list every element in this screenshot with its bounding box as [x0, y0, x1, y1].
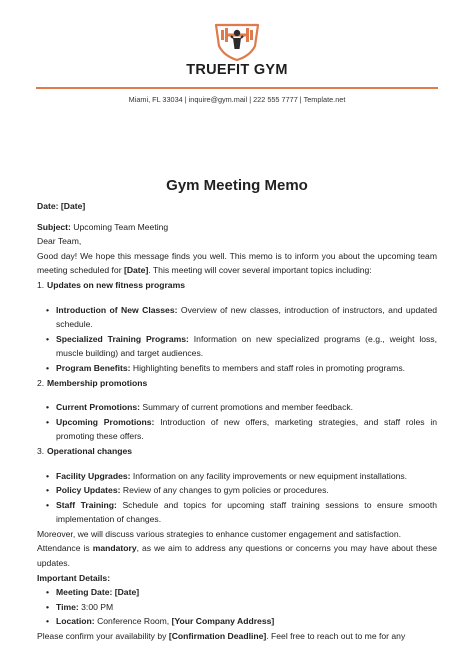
list-item: • Program Benefits: Highlighting benefits to members and staff roles in promoting programs.: [46, 362, 406, 373]
intro-paragraph: Good day! We hope this message finds you well. This memo is to inform you about the upcoming team meeting scheduled for [Date]. This meeting will cover several important topics including:: [37, 250, 437, 276]
list-item: • Staff Training: Schedule and topics for upcoming staff training sessions to ensure smooth implementation of changes.: [46, 499, 437, 525]
detail-item: • Time: 3:00 PM: [46, 601, 114, 612]
list-item: • Facility Upgrades: Information on any facility improvements or new equipment installations.: [46, 470, 408, 481]
list-item: • Policy Updates: Review of any changes to gym policies or procedures.: [46, 485, 329, 496]
list-item: • Upcoming Promotions: Introduction of new offers, marketing strategies, and staff roles in promoting these offers.: [46, 416, 438, 442]
closing-paragraph: Please confirm your availability by [Confirmation Deadline]. Feel free to reach out to me for any: [37, 631, 406, 642]
memo-body: [37, 199, 437, 644]
memo-title: Gym Meeting Memo: [166, 177, 308, 194]
details-heading: Important Details:: [37, 572, 111, 583]
list-item: • Introduction of New Classes: Overview of new classes, introduction of instructors, and updated schedule.: [46, 304, 437, 330]
section-2-heading: 2. Membership promotions: [37, 377, 148, 388]
moreover-paragraph: Moreover, we will discuss various strategies to enhance customer engagement and satisfaction.: [37, 528, 401, 539]
attendance-paragraph: Attendance is mandatory, as we aim to address any questions or concerns you may have about these updates.: [37, 543, 438, 569]
list-item: • Specialized Training Programs: Information on new specialized programs (e.g., weight loss, muscle building) and target audiences.: [46, 333, 437, 359]
contact-line: Miami, FL 33034 | inquire@gym.mail | 222 555 7777 | Template.net: [128, 95, 346, 104]
header-divider: [36, 87, 438, 89]
date-line: Date: [Date]: [37, 201, 86, 211]
detail-item: • Meeting Date: [Date]: [46, 587, 140, 598]
subject-line: Subject: Upcoming Team Meeting: [37, 221, 169, 232]
section-3-heading: 3. Operational changes: [37, 445, 133, 456]
list-item: • Current Promotions: Summary of current promotions and member feedback.: [46, 402, 354, 413]
section-1-heading: 1. Updates on new fitness programs: [37, 279, 186, 290]
greeting: Dear Team,: [37, 236, 82, 247]
brand-name: TRUEFIT GYM: [186, 62, 288, 78]
shield-dumbbell-logo-icon: [212, 22, 262, 62]
detail-item: • Location: Conference Room, [Your Company Address]: [46, 616, 275, 627]
